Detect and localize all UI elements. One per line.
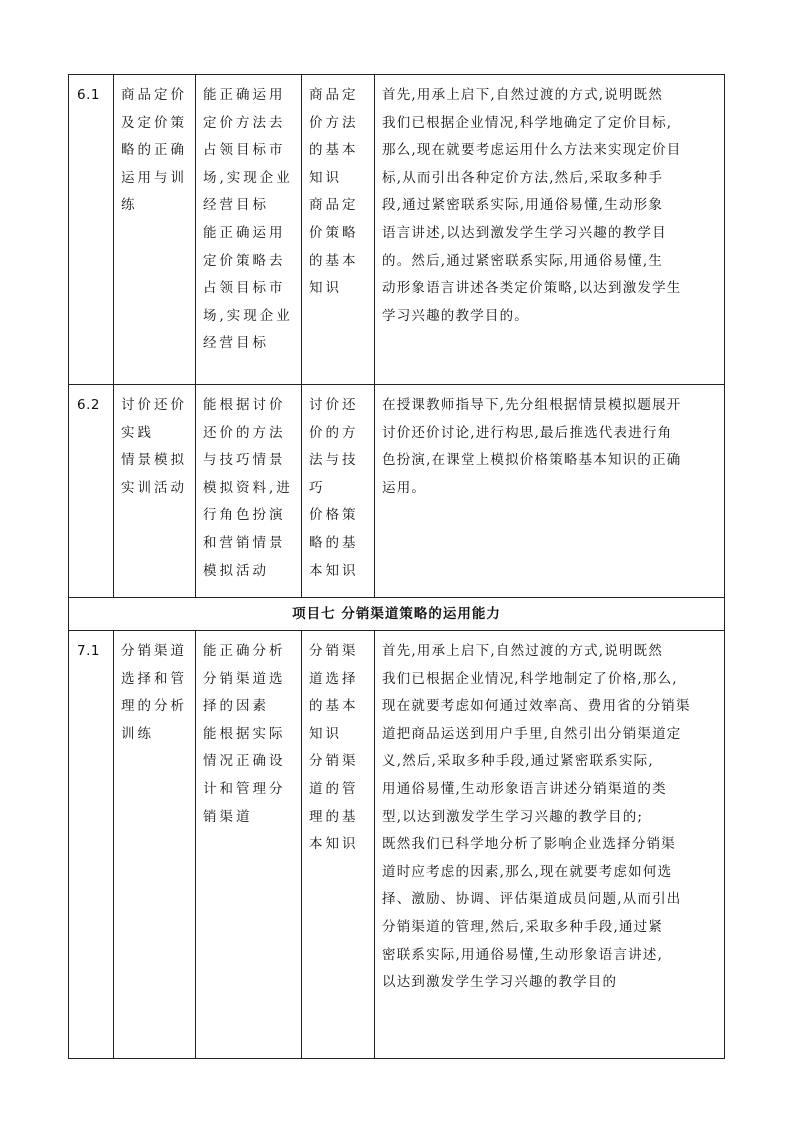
ability-cell-line: 能正确运用: [203, 224, 286, 241]
knowledge-cell-line: 理的基: [309, 808, 359, 825]
method-cell-line: 运用。: [382, 479, 427, 496]
knowledge-cell-line: 价的方: [309, 424, 359, 441]
method-cell-line: 以达到激发学生学习兴趣的教学目的: [382, 974, 618, 991]
method-cell-line: 义,然后,采取多种手段,通过紧密联系实际,: [382, 753, 654, 770]
method-cell-line: 首先,用承上启下,自然过渡的方式,说明既然: [382, 87, 664, 103]
knowledge-cell: [302, 385, 375, 598]
ability-cell-line: 模拟资料,进: [203, 479, 293, 496]
topic-cell-line: 实践: [121, 424, 154, 441]
ability-cell-line: 占领目标市: [203, 142, 286, 159]
ability-cell-line: 分销渠道选: [203, 670, 286, 687]
method-cell-line: 语言讲述,以达到激发学生学习兴趣的教学目: [382, 224, 667, 241]
item-number: 6.2: [69, 385, 114, 598]
ability-cell-line: 与技巧情景: [203, 452, 286, 469]
knowledge-cell-line: 价格策: [309, 507, 359, 524]
ability-cell-line: 定价方法去: [203, 114, 286, 131]
ability-cell-line: 能正确运用: [203, 87, 286, 103]
method-cell-line: 那么,现在就要考虑运用什么方法来实现定价目: [382, 142, 682, 159]
topic-cell-line: 练: [121, 197, 138, 214]
item-number: 6.1: [69, 75, 114, 385]
topic-cell: [114, 385, 196, 598]
ability-cell-line: 模拟活动: [203, 562, 269, 579]
knowledge-cell-line: 本知识: [309, 562, 359, 579]
knowledge-cell: [302, 75, 375, 385]
section-header-row: [69, 598, 725, 631]
knowledge-cell-line: 略的基: [309, 534, 359, 551]
ability-cell-line: 和营销情景: [203, 534, 286, 551]
method-cell-line: 段,通过紧密联系实际,用通俗易懂,生动形象: [382, 197, 664, 214]
topic-cell-line: 实训活动: [121, 479, 187, 496]
method-cell-line: 现在就要考虑如何通过效率高、费用省的分销渠: [382, 698, 691, 715]
topic-cell: [114, 75, 196, 385]
knowledge-cell-line: 的基本: [309, 698, 359, 715]
ability-cell-line: 场,实现企业: [203, 169, 293, 186]
method-cell-line: 道时应考虑的因素,那么,现在就要考虑如何选: [382, 863, 673, 880]
ability-cell-line: 情况正确设: [203, 753, 286, 770]
knowledge-cell-line: 的基本: [309, 252, 359, 269]
method-cell-line: 的。然后,通过紧密联系实际,用通俗易懂,生: [382, 252, 664, 269]
ability-cell-line: 能根据讨价: [203, 397, 286, 413]
knowledge-cell-line: 巧: [309, 479, 326, 496]
method-cell-line: 学习兴趣的教学目的。: [382, 307, 529, 324]
table-row: [69, 631, 725, 1059]
method-cell-line: 色扮演,在课堂上模拟价格策略基本知识的正确: [382, 452, 682, 469]
method-cell-line: 择、激励、协调、评估渠道成员问题,从而引出: [382, 891, 682, 908]
method-cell: [375, 75, 725, 385]
ability-cell: [196, 631, 302, 1059]
document-page: [68, 74, 724, 1059]
topic-cell-line: 讨价还价: [121, 397, 187, 413]
table-body: [69, 75, 725, 1059]
method-cell-line: 在授课教师指导下,先分组根据情景模拟题展开: [382, 397, 682, 413]
topic-cell-line: 及定价策: [121, 114, 187, 131]
ability-cell-line: 择的因素: [203, 698, 269, 715]
topic-cell-line: 理的分析: [121, 698, 187, 715]
method-cell-line: 首先,用承上启下,自然过渡的方式,说明既然: [382, 643, 664, 659]
knowledge-cell-line: 的基本: [309, 142, 359, 159]
knowledge-cell-line: 知识: [309, 280, 342, 297]
method-cell-line: 讨价还价讨论,进行构思,最后推选代表进行角: [382, 424, 673, 441]
knowledge-cell-line: 道选择: [309, 670, 359, 687]
knowledge-cell-line: 法与技: [309, 452, 359, 469]
ability-cell-line: 定价策略去: [203, 252, 286, 269]
topic-cell-line: 分销渠道: [121, 643, 187, 659]
ability-cell-line: 还价的方法: [203, 424, 286, 441]
knowledge-cell-line: 知识: [309, 169, 342, 186]
topic-cell-line: 选择和管: [121, 670, 187, 687]
method-cell-line: 型,以达到激发学生学习兴趣的教学目的;: [382, 808, 644, 825]
knowledge-cell-line: 讨价还: [309, 397, 359, 413]
ability-cell-line: 计和管理分: [203, 780, 286, 797]
method-cell-line: 我们已根据企业情况,科学地制定了价格,那么,: [382, 670, 678, 687]
ability-cell-line: 能根据实际: [203, 725, 286, 742]
ability-cell: [196, 75, 302, 385]
knowledge-cell-line: 分销渠: [309, 753, 359, 770]
topic-cell: [114, 631, 196, 1059]
item-number: 7.1: [69, 631, 114, 1059]
method-cell-line: 密联系实际,用通俗易懂,生动形象语言讲述,: [382, 946, 664, 963]
knowledge-cell-line: 商品定: [309, 87, 359, 103]
knowledge-cell: [302, 631, 375, 1059]
knowledge-cell-line: 知识: [309, 725, 342, 742]
method-cell-line: 用通俗易懂,生动形象语言讲述分销渠道的类: [382, 780, 667, 797]
knowledge-cell-line: 分销渠: [309, 643, 359, 659]
method-cell-line: 动形象语言讲述各类定价策略,以达到激发学生: [382, 280, 682, 297]
topic-cell-line: 情景模拟: [121, 452, 187, 469]
table-row: [69, 385, 725, 598]
topic-cell-line: 运用与训: [121, 169, 187, 186]
knowledge-cell-line: 道的管: [309, 780, 359, 797]
ability-cell-line: 经营目标: [203, 335, 269, 352]
knowledge-cell-line: 本知识: [309, 836, 359, 853]
course-content-table: [68, 74, 725, 1059]
method-cell: [375, 385, 725, 598]
topic-cell-line: 略的正确: [121, 142, 187, 159]
ability-cell-line: 能正确分析: [203, 643, 286, 659]
topic-cell-line: 商品定价: [121, 87, 187, 103]
knowledge-cell-line: 商品定: [309, 197, 359, 214]
topic-cell-line: 训练: [121, 725, 154, 742]
section-header: 项目七 分销渠道策略的运用能力: [69, 598, 725, 631]
method-cell-line: 我们已根据企业情况,科学地确定了定价目标,: [382, 114, 673, 131]
table-row: [69, 75, 725, 385]
ability-cell-line: 占领目标市: [203, 280, 286, 297]
ability-cell: [196, 385, 302, 598]
method-cell-line: 道把商品运送到用户手里,自然引出分销渠道定: [382, 725, 682, 742]
ability-cell-line: 行角色扮演: [203, 507, 286, 524]
knowledge-cell-line: 价策略: [309, 224, 359, 241]
knowledge-cell-line: 价方法: [309, 114, 359, 131]
method-cell-line: 标,从而引出各种定价方法,然后,采取多种手: [382, 169, 664, 186]
ability-cell-line: 经营目标: [203, 197, 269, 214]
ability-cell-line: 场,实现企业: [203, 307, 293, 324]
method-cell-line: 既然我们已科学地分析了影响企业选择分销渠: [382, 836, 676, 853]
ability-cell-line: 销渠道: [203, 808, 253, 825]
method-cell: [375, 631, 725, 1059]
method-cell-line: 分销渠道的管理,然后,采取多种手段,通过紧: [382, 918, 664, 935]
